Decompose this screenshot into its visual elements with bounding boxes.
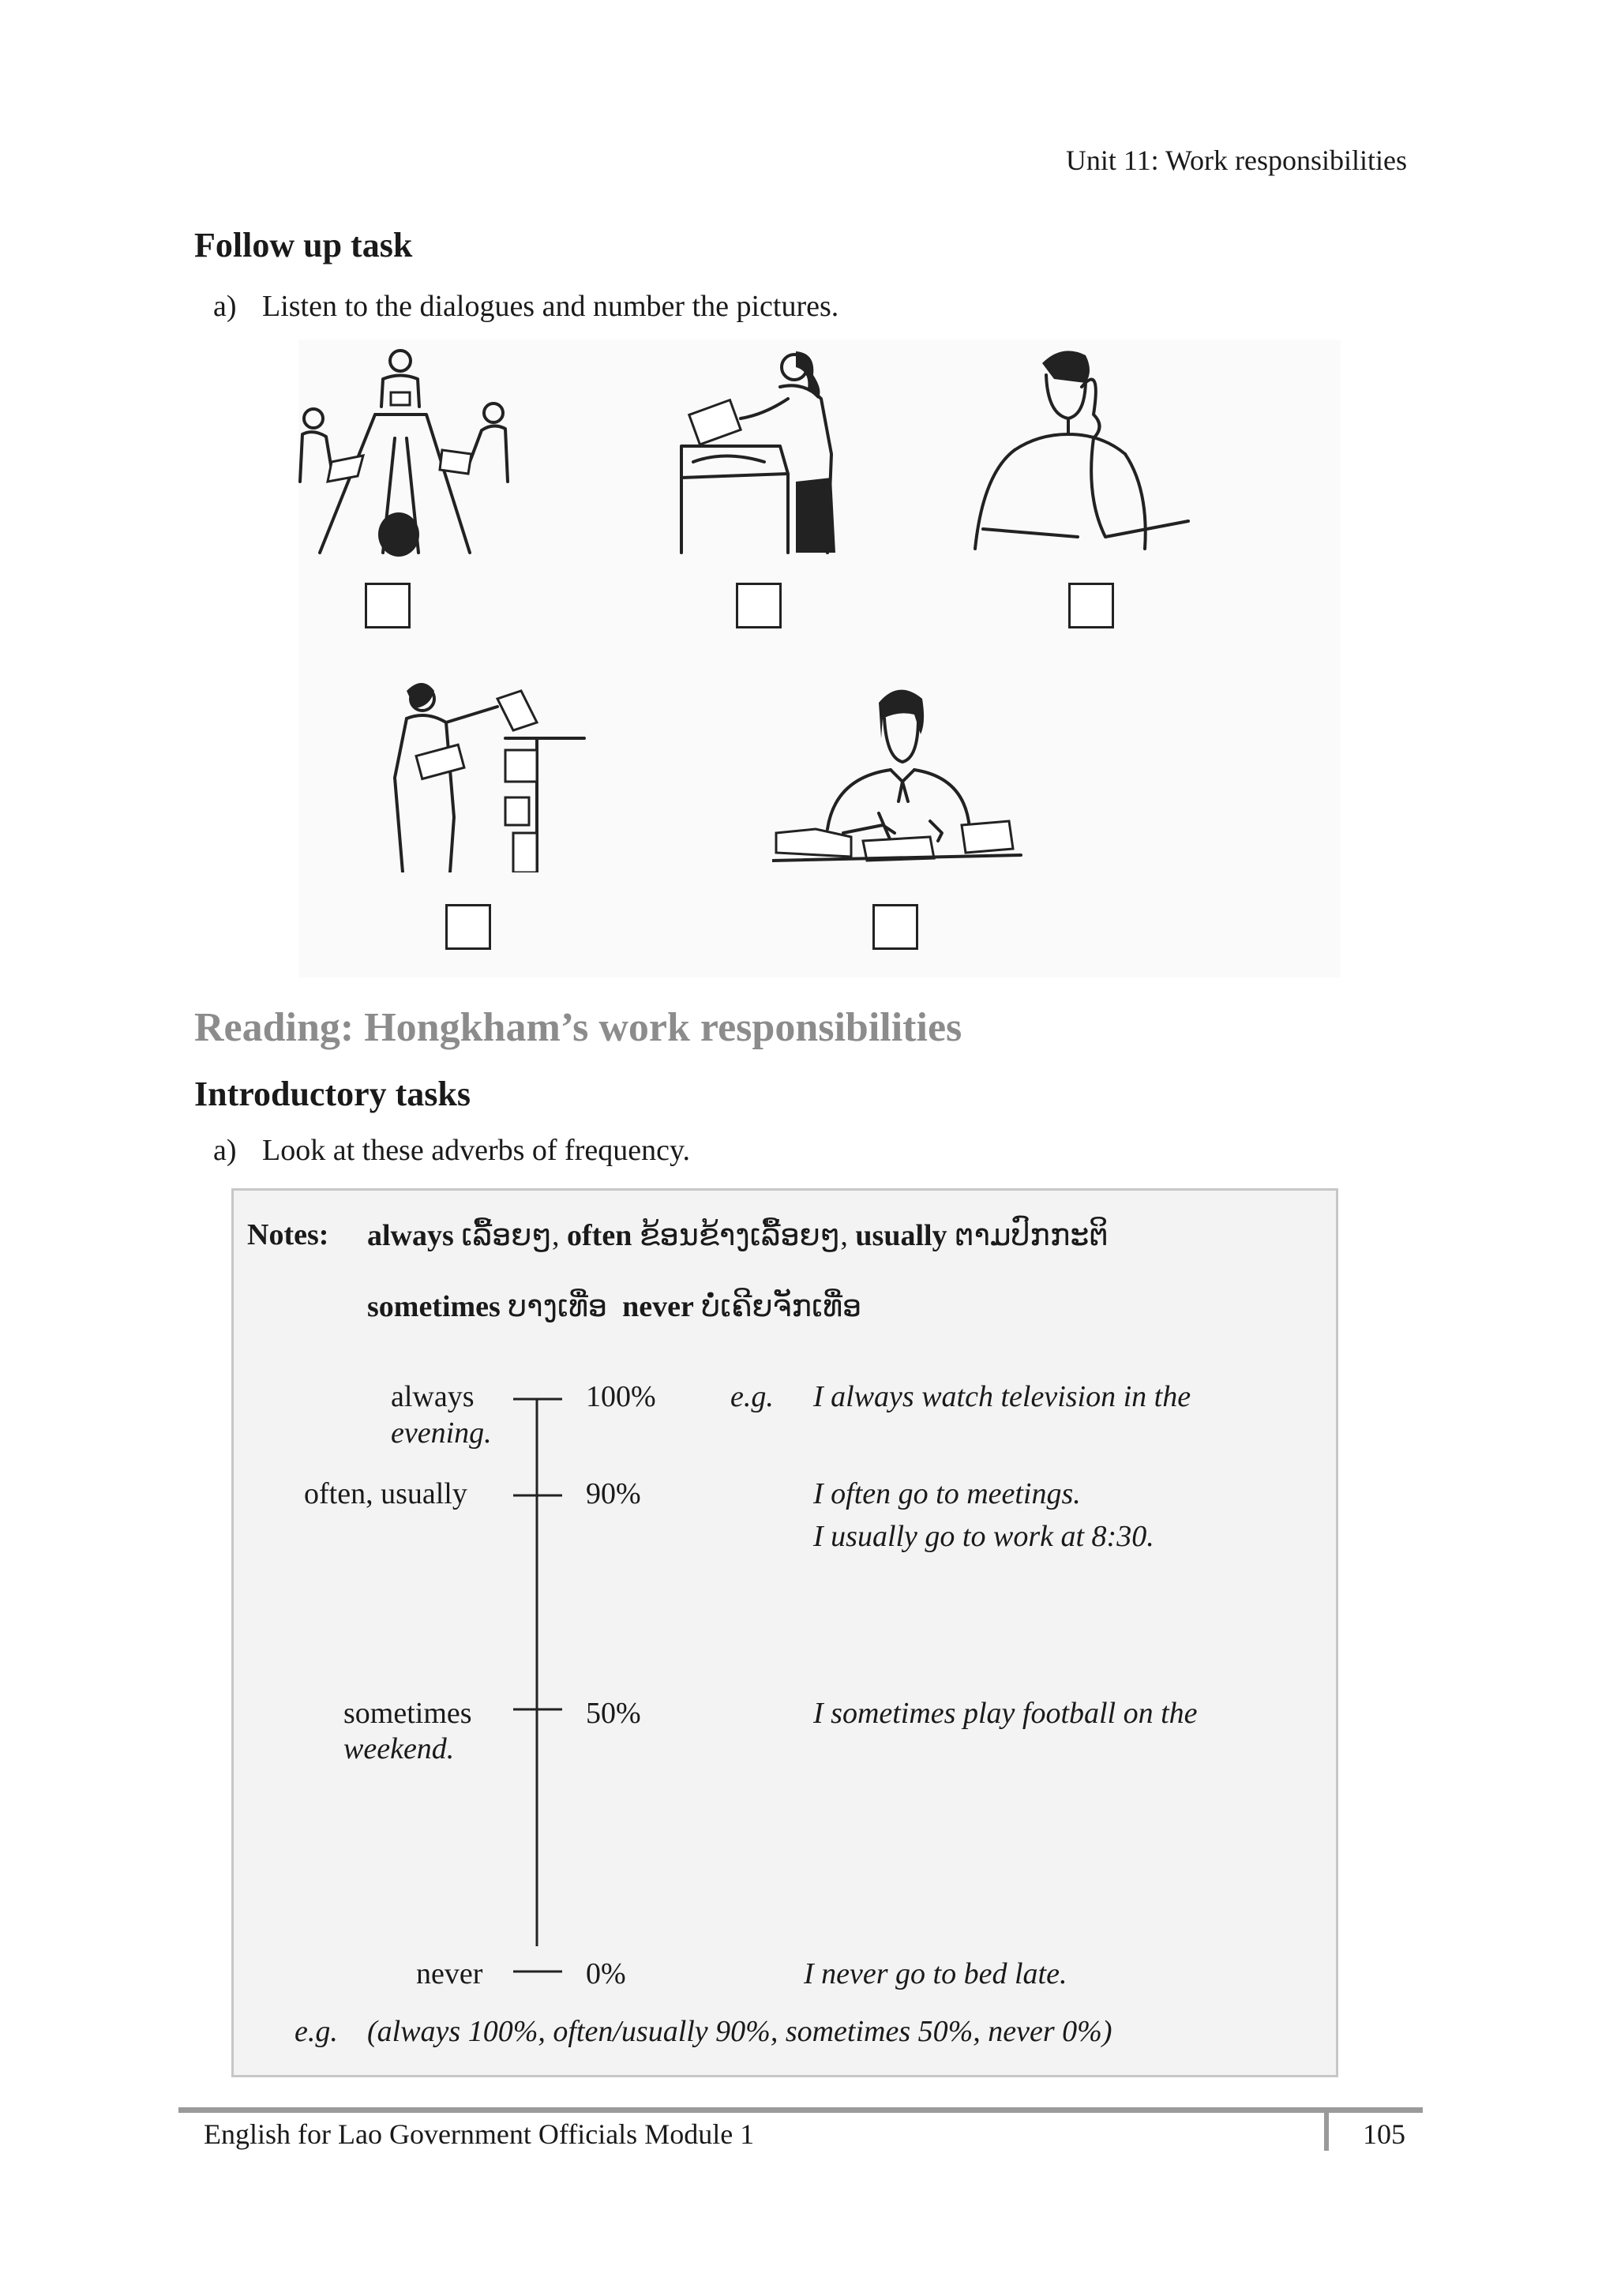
picture-writing: [772, 683, 1025, 876]
notes-line-2: [367, 1289, 861, 1324]
example-never: I never go to bed late.: [804, 1957, 1067, 1990]
adverb-never: never: [622, 1290, 694, 1323]
example-sometimes-cont: weekend.: [343, 1732, 455, 1765]
page-number: 105: [1363, 2118, 1405, 2150]
scale-percent-100: 100%: [586, 1380, 656, 1413]
picture-fax: [677, 343, 851, 557]
summary-eg-label: e.g.: [295, 2015, 338, 2048]
adverb-usually: usually: [855, 1219, 947, 1252]
introductory-title: Introductory tasks: [194, 1075, 471, 1113]
example-always-cont: evening.: [391, 1416, 492, 1450]
picture-4-number-box[interactable]: [445, 904, 491, 950]
writing-at-desk-illustration-icon: [772, 683, 1025, 876]
instruction-text: Look at these adverbs of frequency.: [262, 1134, 690, 1167]
adverb-always: always: [367, 1219, 454, 1252]
lao-always: ເລື້ອຍໆ,: [461, 1219, 560, 1252]
notes-line-1: [367, 1217, 1109, 1253]
lao-usually: ຕາມປົກກະຕິ: [955, 1219, 1109, 1252]
instruction-text: Listen to the dialogues and number the pictures.: [262, 290, 839, 323]
reading-title: Reading: Hongkham’s work responsibilities: [194, 1005, 962, 1050]
phone-call-illustration-icon: [967, 340, 1192, 557]
unit-header: Unit 11: Work responsibilities: [1065, 144, 1407, 176]
example-eg-label: e.g.: [730, 1380, 774, 1413]
follow-up-title: Follow up task: [194, 226, 413, 264]
example-always: I always watch television in the: [813, 1380, 1191, 1413]
scale-word-always: always: [391, 1380, 475, 1413]
meeting-illustration-icon: [288, 343, 513, 557]
scale-word-often-usually: often, usually: [304, 1477, 467, 1510]
picture-2-number-box[interactable]: [736, 583, 782, 628]
follow-up-instruction: [213, 289, 839, 324]
notes-label: Notes:: [247, 1218, 329, 1251]
adverb-sometimes: sometimes: [367, 1290, 501, 1323]
lao-sometimes: ບາງເທື່ອ: [508, 1290, 608, 1323]
picture-filing: [387, 675, 588, 872]
scale-word-never: never: [416, 1957, 483, 1990]
lao-often: ຂ້ອນຂ້າງເລື້ອຍໆ,: [639, 1219, 848, 1252]
instruction-label: a): [213, 1134, 237, 1167]
scale-percent-50: 50%: [586, 1697, 641, 1730]
fax-machine-illustration-icon: [677, 343, 851, 557]
picture-meeting: [288, 343, 513, 557]
footer-book-title: English for Lao Government Officials Module 1: [204, 2118, 755, 2150]
scale-percent-90: 90%: [586, 1477, 641, 1510]
instruction-label: a): [213, 290, 237, 323]
picture-phone: [967, 340, 1192, 557]
example-often: I often go to meetings.: [813, 1477, 1081, 1510]
summary-text: (always 100%, often/usually 90%, sometimes 50%, never 0%): [367, 2015, 1112, 2048]
scale-word-sometimes: sometimes: [343, 1697, 472, 1730]
lao-never: ບໍ່ເຄີຍຈັກເທື່ອ: [701, 1290, 862, 1323]
picture-1-number-box[interactable]: [365, 583, 411, 628]
footer-divider: [1324, 2113, 1329, 2151]
frequency-scale: [505, 1390, 568, 1990]
scale-percent-0: 0%: [586, 1957, 626, 1990]
footer-rule: [178, 2107, 1423, 2113]
example-usually: I usually go to work at 8:30.: [813, 1520, 1154, 1553]
example-sometimes: I sometimes play football on the: [813, 1697, 1198, 1730]
picture-5-number-box[interactable]: [872, 904, 918, 950]
picture-3-number-box[interactable]: [1068, 583, 1114, 628]
adverb-often: often: [567, 1219, 632, 1252]
introductory-instruction: [213, 1133, 690, 1168]
filing-cabinet-illustration-icon: [387, 675, 588, 872]
